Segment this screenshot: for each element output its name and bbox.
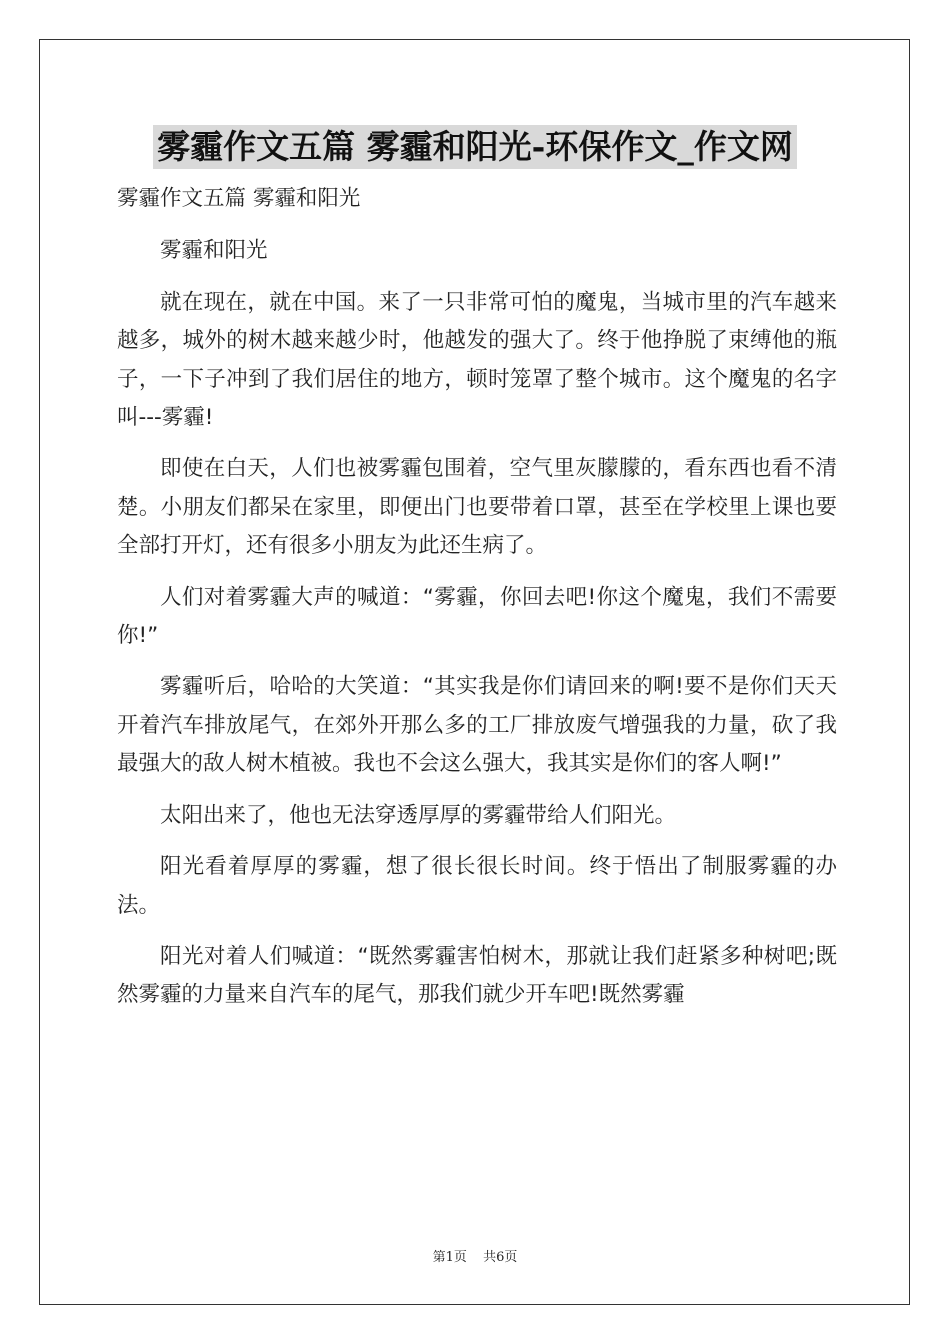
page-number: 第1页 [432,1250,467,1265]
paragraph: 太阳出来了，他也无法穿透厚厚的雾霾带给人们阳光。 [160,802,677,828]
paragraph: 雾霾听后，哈哈的大笑道：“其实我是你们请回来的啊!要不是你们天天开着汽车排放尾气，在郊外开那么多的工厂排放废气增强我的力量，砍了我最强大的敌人树木植被。我也不会这么强大，我其实是你们的客人啊!” [117,674,837,777]
title-container [0,125,950,169]
paragraph: 阳光看着厚厚的雾霾，想了很长很长时间。终于悟出了制服雾霾的办法。 [117,854,837,918]
document-body [117,180,837,1028]
paragraph: 雾霾和阳光 [160,238,268,264]
page-footer [0,1246,950,1265]
paragraph: 阳光对着人们喊道：“既然雾霾害怕树木，那就让我们赶紧多种树吧;既然雾霾的力量来自汽车的尾气，那我们就少开车吧!既然雾霾 [117,943,837,1008]
page-total: 共6页 [483,1250,518,1265]
paragraph: 就在现在，就在中国。来了一只非常可怕的魔鬼，当城市里的汽车越来越多，城外的树木越来越少时，他越发的强大了。终于他挣脱了束缚他的瓶子，一下子冲到了我们居住的地方，顿时笼罩了整个城市。这个魔鬼的名字叫---雾霾! [117,289,837,431]
document-title: 雾霾作文五篇 雾霾和阳光-环保作文_作文网 [153,125,797,169]
document-subtitle: 雾霾作文五篇 雾霾和阳光 [117,186,361,211]
paragraph: 即使在白天，人们也被雾霾包围着，空气里灰朦朦的，看东西也看不清楚。小朋友们都呆在家里，即便出门也要带着口罩，甚至在学校里上课也要全部打开灯，还有很多小朋友为此还生病了。 [117,456,837,559]
paragraph: 人们对着雾霾大声的喊道：“雾霾，你回去吧!你这个魔鬼，我们不需要你!” [117,584,837,649]
